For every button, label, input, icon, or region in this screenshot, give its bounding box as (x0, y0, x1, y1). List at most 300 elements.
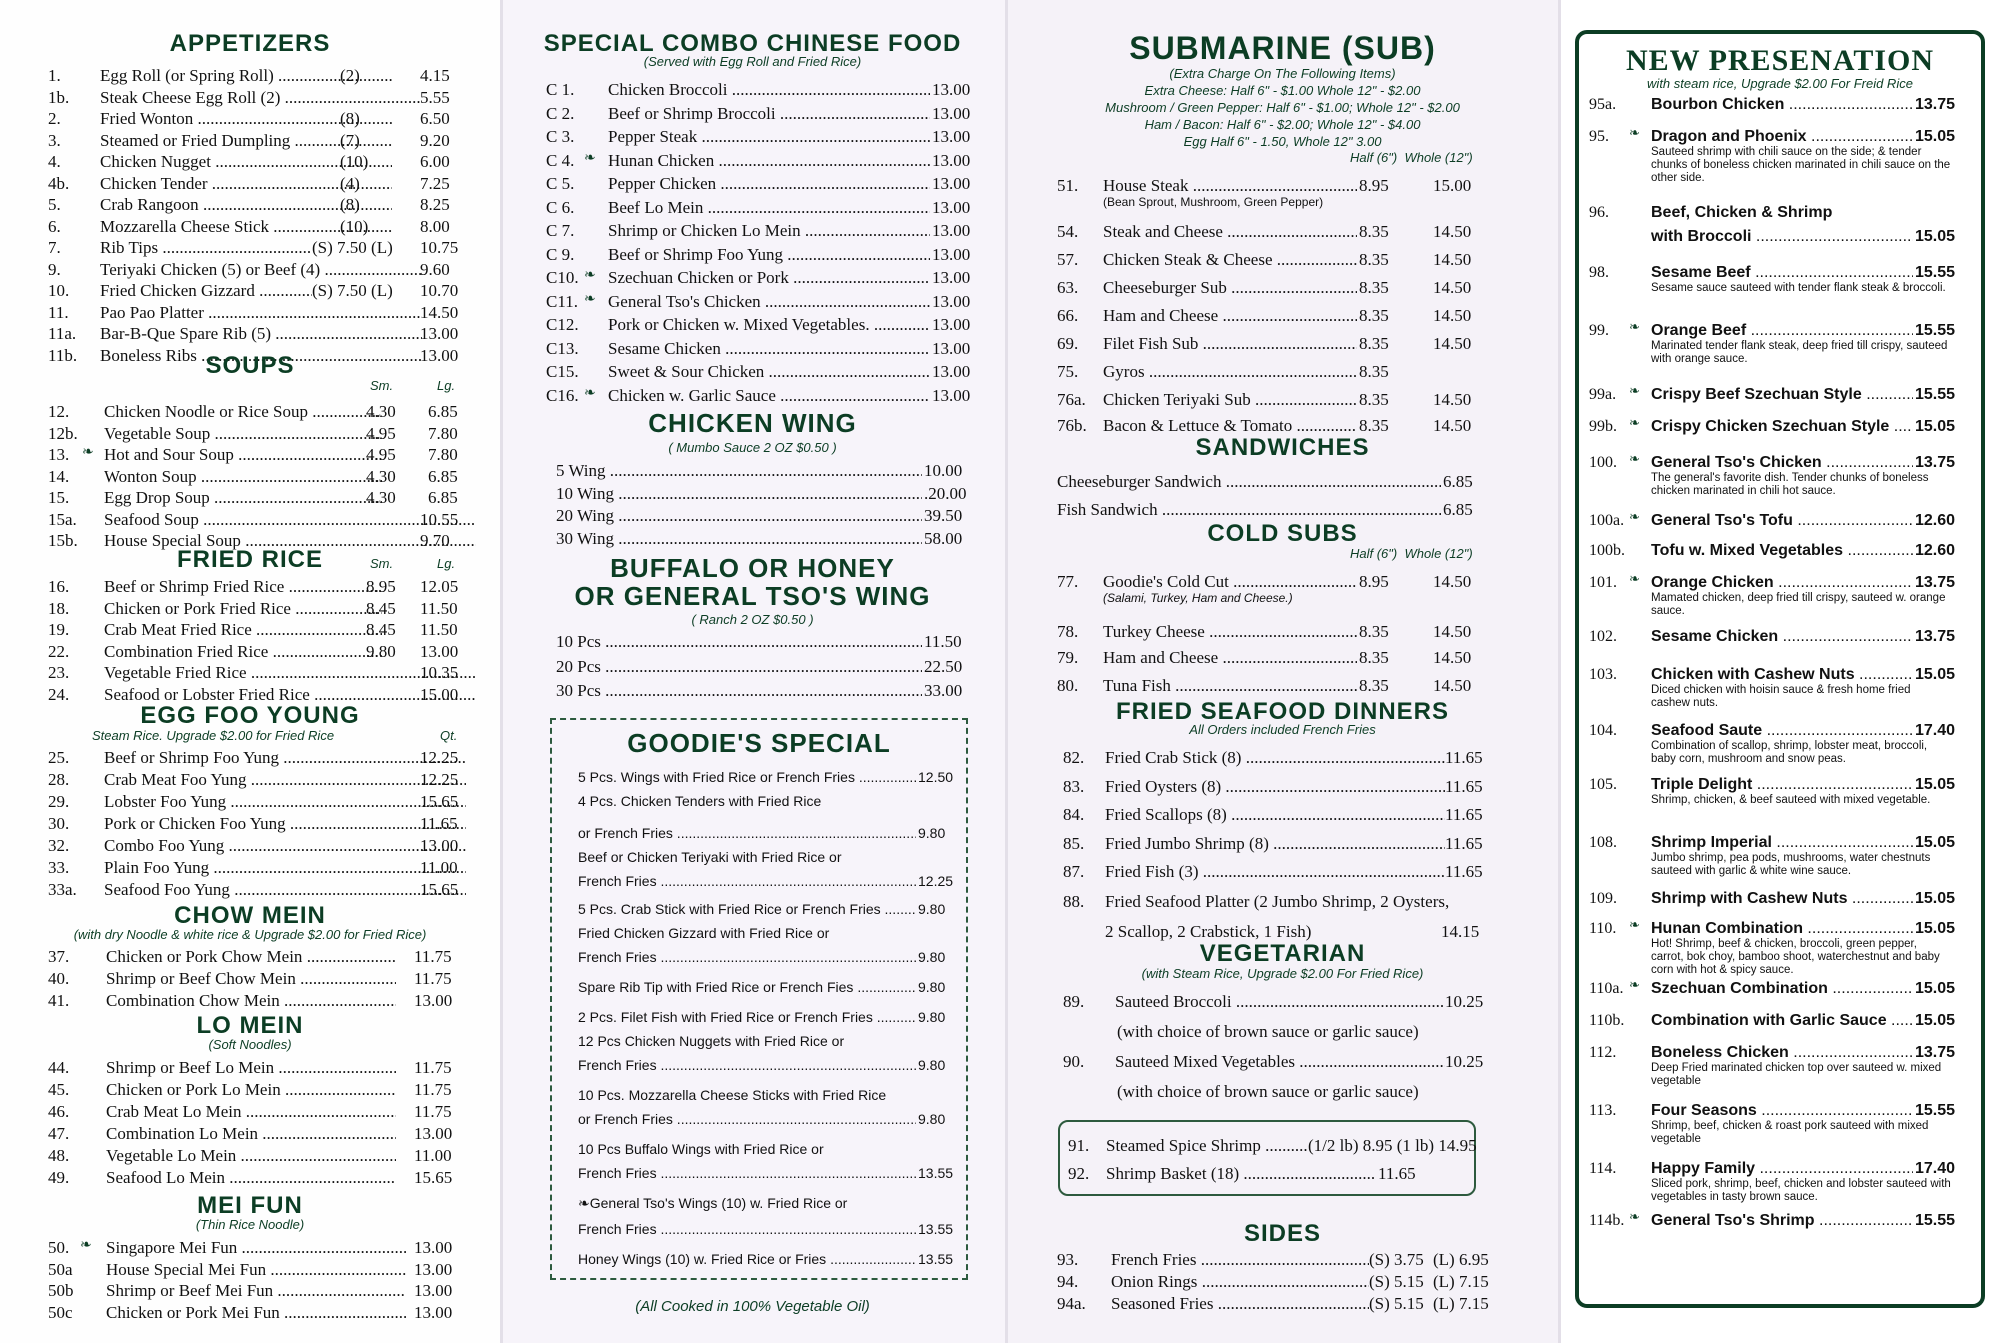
item-price: 12.25 (420, 748, 459, 767)
special-item-price: 13.55 (918, 1165, 954, 1181)
item-description: (with choice of brown sauce or garlic sauce) (1117, 1082, 1419, 1101)
col-header-small: Sm. (370, 378, 394, 393)
item-number: 23. (48, 663, 70, 682)
item-price: 15.55 (1915, 322, 1956, 339)
item-description: The general's favorite dish. Tender chunks of boneless chicken marinated in chili hot sauce. (1651, 472, 1929, 497)
item-number: C12. (546, 315, 579, 334)
item-number: 13. (48, 445, 70, 464)
item-price: 14.50 (1433, 416, 1472, 435)
item-price-small: 4.30 (366, 402, 396, 421)
item-price-small: (10) (340, 152, 369, 171)
item-name: Pepper Steak ..... (608, 127, 930, 147)
item-name: Egg Drop Soup ..... (104, 488, 382, 508)
item-number: 103. (1589, 666, 1617, 683)
item-description: Hot! Shrimp, beef & chicken, broccoli, green pepper, carrot, bok choy, bamboo shoot, waterchestnut and baby corn with hot & spicy sauce. (1651, 938, 1940, 976)
item-name: Fried Scallops (8) ..... (1105, 805, 1445, 825)
item-number: 92. (1068, 1164, 1090, 1183)
item-price: 15.00 (420, 684, 459, 704)
section-note: Mushroom / Green Pepper: Half 6" - $1.00; Whole 12" - $2.00 (1105, 100, 1460, 115)
section-title: SIDES (1243, 1220, 1322, 1247)
item-number: C10. (546, 268, 579, 287)
section-title: VEGETARIAN (1199, 940, 1366, 967)
item-name: Steamed Spice Shrimp ..... (1106, 1136, 1308, 1156)
item-name: Combination Fried Rice ..... (104, 642, 382, 662)
item-price-small: 4.30 (366, 466, 396, 486)
item-description: Mamated chicken, deep fried till crispy, sauteed w. orange sauce. (1651, 592, 1946, 617)
item-description: Sliced pork, shrimp, beef, chicken and lobster sauteed with vegetables in tasty brown sauce. (1651, 1178, 1951, 1203)
item-price: 11.00 (414, 1146, 452, 1165)
item-number: 51. (1057, 176, 1079, 195)
item-name: Crab Meat Fried Rice ..... (104, 620, 382, 640)
item-name: Bacon & Lettuce & Tomato ..... (1103, 416, 1357, 436)
item-price: (1/2 lb) 8.95 (1 lb) 14.95 (1308, 1136, 1477, 1155)
item-price: 6.85 (428, 466, 458, 486)
item-price: 13.00 (932, 103, 971, 123)
chili-pepper-icon: ❧ (1629, 509, 1640, 524)
section-title: OR GENERAL TSO'S WING (574, 581, 931, 611)
item-price: 14.50 (1433, 222, 1472, 241)
item-price: 12.05 (420, 577, 459, 596)
item-number: 79. (1057, 648, 1079, 667)
item-price-small: 8.35 (1359, 306, 1389, 325)
item-name: Vegetable Soup ..... (104, 424, 382, 444)
item-number: 10. (48, 281, 70, 300)
section-note: (with dry Noodle & white rice & Upgrade $2.00 for Fried Rice) (73, 927, 427, 942)
special-item-price: 9.80 (918, 1111, 946, 1127)
item-price-small: 4.30 (366, 488, 396, 507)
item-description: Sesame sauce sauteed with tender flank steak & broccoli. (1651, 282, 1946, 294)
item-name: Seasoned Fries ..... (1111, 1294, 1369, 1314)
item-price: 10.25 (1445, 1052, 1484, 1071)
section-note: (Thin Rice Noodle) (195, 1217, 305, 1232)
item-name: Turkey Cheese ..... (1103, 622, 1357, 642)
item-price: 13.75 (1915, 1044, 1956, 1061)
item-name: Szechuan Chicken or Pork ..... (608, 268, 930, 288)
item-name: 10 Pcs ..... (556, 632, 922, 652)
item-price-small: (2) (340, 66, 360, 85)
item-number: C 2. (546, 103, 575, 123)
special-item-price: 13.55 (918, 1221, 954, 1237)
item-number: 66. (1057, 306, 1079, 325)
item-price: 9.20 (420, 130, 450, 150)
item-price: 15.65 (420, 880, 459, 899)
item-number: 3. (48, 130, 61, 150)
item-price-small: 8.35 (1359, 390, 1389, 409)
item-price: 10.70 (420, 281, 459, 300)
item-price: (L) 7.15 (1433, 1272, 1489, 1291)
item-name: Triple Delight ..... (1651, 776, 1913, 794)
item-price: 11.65 (420, 814, 458, 833)
item-name: Fried Wonton ..... (100, 109, 392, 129)
item-price: 6.50 (420, 109, 450, 128)
item-price: 12.60 (1915, 542, 1956, 559)
item-price: 58.00 (924, 528, 963, 548)
item-name: Seafood Saute ..... (1651, 722, 1913, 740)
item-number: 63. (1057, 278, 1079, 297)
section-note: with steam rice, Upgrade $2.00 For Freid Rice (1647, 76, 1913, 91)
col-header: Half (6") Whole (12") (1350, 546, 1473, 561)
item-number: 2. (48, 109, 61, 128)
special-item-text: 2 Pcs. Filet Fish with Fried Rice or French Fries ..... (578, 1008, 916, 1026)
chili-pepper-icon: ❧ (1629, 977, 1640, 992)
item-name: Filet Fish Sub ..... (1103, 334, 1357, 354)
item-description: Sauteed shrimp with chili sauce on the side; & tender chunks of boneless chicken marinated in chili sauce on the other side. (1651, 146, 1951, 184)
item-price: 15.05 (1915, 128, 1956, 145)
chili-pepper-icon: ❧ (1629, 415, 1640, 430)
col-header-small: Sm. (370, 556, 394, 571)
item-name: Chicken Steak & Cheese ..... (1103, 250, 1357, 270)
item-name: House Special Soup ..... (104, 531, 476, 551)
item-name: Fish Sandwich ..... (1057, 500, 1441, 520)
item-name: Beef, Chicken & Shrimp (1651, 204, 1833, 221)
item-number: 50. (48, 1238, 70, 1257)
item-number: 94a. (1057, 1294, 1086, 1313)
item-name: Fried Crab Stick (8) ..... (1105, 748, 1445, 768)
item-price-small: 8.35 (1359, 648, 1389, 667)
item-number: 54. (1057, 222, 1079, 241)
item-number: 76b. (1057, 416, 1087, 435)
item-name: Vegetable Fried Rice ..... (104, 663, 476, 683)
col-header: Half (6") Whole (12") (1350, 150, 1473, 165)
item-price-small: 8.35 (1359, 222, 1389, 241)
item-price: 10.55 (420, 509, 459, 529)
special-item-price: 9.80 (918, 825, 946, 841)
item-number: 84. (1063, 805, 1085, 824)
item-name: Boneless Chicken ..... (1651, 1044, 1913, 1062)
item-number: 75. (1057, 362, 1079, 381)
goodies-special-box (550, 718, 968, 1280)
special-item-text: 5 Pcs. Wings with Fried Rice or French Fries ..... (578, 768, 916, 786)
item-number: C16. (546, 385, 579, 405)
item-name: Rib Tips ..... (100, 238, 312, 258)
item-price: 11.65 (1445, 748, 1483, 767)
item-price: 9.60 (420, 259, 450, 279)
item-price-small: (S) 3.75 (1369, 1250, 1424, 1269)
item-price: 14.15 (1441, 922, 1480, 941)
item-price: 15.05 (1915, 920, 1956, 937)
item-price: 11.75 (414, 1058, 452, 1077)
item-price: 17.40 (1915, 722, 1956, 739)
special-item-price: 9.80 (918, 979, 946, 995)
item-price: 15.05 (1915, 980, 1956, 997)
section-title: SUBMARINE (SUB) (1129, 30, 1436, 66)
item-number: 102. (1589, 628, 1617, 645)
item-price: 11.50 (420, 620, 458, 639)
item-name: Ham and Cheese ..... (1103, 306, 1357, 326)
special-item-text: 12 Pcs Chicken Nuggets with Fried Rice or (578, 1033, 845, 1049)
item-name: 20 Wing ..... (556, 506, 922, 526)
item-number: 94. (1057, 1272, 1079, 1291)
item-name: 30 Pcs ..... (556, 681, 922, 701)
item-price: 14.50 (1433, 622, 1472, 641)
special-item-text: or French Fries ..... (578, 1110, 916, 1128)
item-price: 8.25 (420, 195, 450, 214)
chili-pepper-icon: ❧ (1629, 383, 1640, 398)
item-price-small: 8.35 (1359, 622, 1389, 641)
chili-pepper-icon: ❧ (1629, 1209, 1640, 1224)
item-description: Marinated tender flank steak, deep fried till crispy, sauteed with orange sauce. (1651, 340, 1948, 365)
item-name: Pepper Chicken ..... (608, 174, 930, 194)
item-number: 83. (1063, 776, 1085, 796)
special-item-price: 12.50 (918, 769, 954, 785)
item-price: 15.55 (1915, 264, 1956, 281)
special-item-text: French Fries ..... (578, 948, 916, 966)
item-description: Shrimp, beef, chicken & roast pork sauteed with mixed vegetable (1651, 1120, 1929, 1145)
item-price-small: 8.35 (1359, 362, 1389, 381)
item-price: 11.00 (420, 858, 458, 877)
item-price: 15.55 (1915, 1212, 1956, 1229)
special-item-text: French Fries ..... (578, 1164, 916, 1182)
item-number: 15b. (48, 531, 78, 550)
item-number: C11. (546, 291, 578, 311)
item-name: Onion Rings ..... (1111, 1272, 1369, 1292)
item-price: 14.50 (1433, 334, 1472, 353)
section-note: Steam Rice. Upgrade $2.00 for Fried Rice (92, 728, 335, 743)
section-title: GOODIE'S SPECIAL (627, 728, 891, 758)
item-name: Combo Foo Yung ..... (104, 836, 466, 856)
item-number: C 7. (546, 221, 575, 240)
item-price: 13.00 (420, 324, 459, 343)
item-name: Seafood Lo Mein ..... (106, 1168, 396, 1188)
item-name: Combination with Garlic Sauce ..... (1651, 1012, 1913, 1030)
item-price: 11.65 (1445, 805, 1483, 824)
item-number: 113. (1589, 1102, 1617, 1119)
item-number: 46. (48, 1102, 70, 1121)
item-number: 89. (1063, 992, 1085, 1011)
item-name: Chicken or Pork Chow Mein ..... (106, 947, 396, 967)
item-number: C 1. (546, 80, 575, 99)
item-price-small: (8) (340, 195, 360, 214)
item-price: 15.65 (414, 1168, 453, 1187)
item-price: 14.50 (1433, 572, 1472, 591)
item-name: Crab Rangoon ..... (100, 195, 392, 215)
item-price: 15.05 (1915, 776, 1956, 793)
item-price: 15.05 (1915, 890, 1956, 907)
item-price: 11.75 (414, 969, 452, 988)
item-price-small: 9.80 (366, 641, 396, 661)
section-title: EGG FOO YOUNG (140, 702, 360, 729)
item-number: 76a. (1057, 390, 1086, 409)
item-number: 45. (48, 1080, 70, 1099)
item-price: 13.00 (420, 345, 459, 365)
item-number: 41. (48, 991, 70, 1010)
item-name: Chicken w. Garlic Sauce ..... (608, 386, 930, 406)
item-price-small: 8.95 (366, 577, 396, 596)
item-name: Steak Cheese Egg Roll (2) ..... (100, 88, 422, 108)
item-number: 15. (48, 488, 70, 507)
item-name: Beef or Shrimp Foo Yung ..... (104, 748, 466, 768)
item-price: 11.65 (1445, 776, 1483, 796)
item-number: 30. (48, 814, 70, 833)
item-price: 7.25 (420, 173, 450, 193)
item-number: 9. (48, 259, 61, 279)
item-name: Fried Chicken Gizzard ..... (100, 281, 312, 301)
item-number: 47. (48, 1124, 70, 1143)
item-name: Sweet & Sour Chicken ..... (608, 362, 930, 382)
item-description: (with choice of brown sauce or garlic sauce) (1117, 1022, 1419, 1041)
section-note: ( Ranch 2 OZ $0.50 ) (691, 612, 814, 627)
item-name: Sesame Beef ..... (1651, 264, 1913, 282)
item-price: 14.50 (1433, 648, 1472, 667)
item-price-small: 8.35 (1359, 676, 1389, 695)
item-description: Diced chicken with hoisin sauce & fresh home fried cashew nuts. (1651, 684, 1911, 709)
item-price: 13.75 (1915, 628, 1956, 645)
item-price: 13.00 (420, 641, 459, 661)
item-name: 30 Wing ..... (556, 529, 922, 549)
item-name: Four Seasons ..... (1651, 1102, 1913, 1120)
item-name: Dragon and Phoenix ..... (1651, 128, 1913, 146)
section-title: SPECIAL COMBO CHINESE FOOD (543, 30, 962, 57)
item-description: Deep Fried marinated chicken top over sauteed w. mixed vegetable (1651, 1062, 1942, 1087)
item-price-small: 8.45 (366, 620, 396, 639)
item-price: 10.00 (924, 461, 963, 480)
item-name: General Tso's Chicken ..... (608, 292, 930, 312)
item-name: Fried Seafood Platter (2 Jumbo Shrimp, 2 Oysters, (1105, 892, 1450, 911)
item-price: 4.15 (420, 66, 450, 85)
item-name: Shrimp or Chicken Lo Mein ..... (608, 221, 930, 241)
special-item-text: French Fries ..... (578, 1220, 916, 1238)
item-price: 13.00 (932, 197, 971, 217)
item-number: C 9. (546, 244, 575, 264)
item-number: 109. (1589, 890, 1617, 907)
item-number: 87. (1063, 862, 1085, 881)
item-price: 10.25 (1445, 992, 1484, 1011)
item-number: 98. (1589, 264, 1609, 281)
item-number: 110a. (1589, 980, 1624, 997)
item-price: 13.00 (414, 1238, 453, 1257)
item-price: 13.75 (1915, 574, 1956, 591)
item-number: 110. (1589, 920, 1617, 937)
item-name: Chicken or Pork Fried Rice ..... (104, 599, 382, 619)
item-number: 6. (48, 216, 61, 236)
item-name: Chicken or Pork Lo Mein ..... (106, 1080, 396, 1100)
item-number: 18. (48, 598, 70, 618)
special-item-text: 10 Pcs Buffalo Wings with Fried Rice or (578, 1141, 824, 1157)
item-number: 90. (1063, 1052, 1085, 1071)
item-name: Hot and Sour Soup ..... (104, 445, 382, 465)
item-price: 5.55 (420, 87, 450, 107)
item-name: Pork or Chicken Foo Yung ..... (104, 814, 466, 834)
special-item-text: French Fries ..... (578, 1056, 916, 1074)
item-number: 7. (48, 238, 61, 257)
item-name: Cheeseburger Sub ..... (1103, 278, 1357, 298)
chili-pepper-icon: ❧ (1629, 917, 1640, 932)
section-note: (Soft Noodles) (208, 1037, 292, 1052)
item-price-small: 8.35 (1359, 278, 1389, 297)
item-name: Combination Lo Mein ..... (106, 1124, 396, 1144)
item-price-small: (4) (340, 173, 360, 193)
item-number: 99. (1589, 322, 1609, 339)
item-price-small: (S) 5.15 (1369, 1294, 1424, 1313)
item-name: Crispy Beef Szechuan Style ..... (1651, 386, 1913, 404)
item-number: 28. (48, 770, 70, 789)
item-name: Pork or Chicken w. Mixed Vegetables. ..... (608, 315, 930, 335)
chili-pepper-icon: ❧ (82, 445, 94, 460)
item-name: Crab Meat Lo Mein ..... (106, 1102, 396, 1122)
item-price: 7.80 (428, 445, 458, 464)
item-number: 114. (1589, 1160, 1617, 1177)
fold-line (1558, 0, 1561, 1343)
item-price: 10.35 (420, 663, 459, 682)
item-number: 11a. (48, 324, 77, 343)
item-name: French Fries ..... (1111, 1250, 1369, 1270)
item-name: Hunan Combination ..... (1651, 920, 1913, 938)
item-price: 13.00 (414, 1302, 453, 1322)
item-price: 11.50 (924, 632, 962, 651)
special-item-text: French Fries ..... (578, 872, 916, 890)
chili-pepper-icon: ❧ (1629, 125, 1640, 140)
item-number: 50c (48, 1302, 73, 1322)
item-name: Shrimp Imperial ..... (1651, 834, 1913, 852)
section-note: ( Mumbo Sauce 2 OZ $0.50 ) (668, 440, 837, 455)
item-price: 22.50 (924, 656, 963, 676)
section-title: FRIED SEAFOOD DINNERS (1115, 698, 1450, 725)
item-price: 6.85 (428, 488, 458, 507)
item-number: C 6. (546, 197, 575, 217)
item-name: Chicken or Pork Mei Fun ..... (106, 1303, 406, 1323)
item-price: 11.75 (414, 1102, 452, 1121)
item-name: Singapore Mei Fun ..... (106, 1238, 406, 1258)
item-number: 4b. (48, 173, 70, 193)
item-price: 7.80 (428, 423, 458, 443)
item-price: 11.75 (414, 947, 452, 966)
shrimp-box (1058, 1120, 1476, 1196)
item-name: Chicken Noodle or Rice Soup ..... (104, 402, 382, 422)
item-number: 110b. (1589, 1012, 1625, 1029)
item-number: C 5. (546, 174, 575, 193)
item-name: House Special Mei Fun ..... (106, 1260, 406, 1280)
item-number: 29. (48, 792, 70, 811)
item-price-small: (8) (340, 109, 360, 128)
item-name: Goodie's Cold Cut ..... (1103, 572, 1357, 592)
item-name: Lobster Foo Yung ..... (104, 792, 466, 812)
item-number: 1b. (48, 87, 70, 107)
special-item-text: Spare Rib Tip with Fried Rice or French Fies ..... (578, 978, 916, 996)
item-name: Orange Chicken ..... (1651, 574, 1913, 592)
item-number: 78. (1057, 622, 1079, 641)
item-number: 4. (48, 152, 61, 171)
item-price: 13.00 (932, 174, 971, 193)
item-number: 11. (48, 302, 69, 322)
special-item-text: Beef or Chicken Teriyaki with Fried Rice or (578, 849, 842, 865)
section-title: LO MEIN (196, 1012, 304, 1039)
section-title: SOUPS (205, 352, 295, 379)
item-price-small: (S) 5.15 (1369, 1272, 1424, 1291)
item-name: Sesame Chicken ..... (608, 339, 930, 359)
special-item-text: 10 Pcs. Mozzarella Cheese Sticks with Fried Rice (578, 1087, 887, 1103)
item-number: 99b. (1589, 418, 1617, 435)
item-price: 15.05 (1915, 228, 1956, 245)
section-note: (with Steam Rice, Upgrade $2.00 For Fried Rice) (1141, 966, 1424, 981)
item-price: 13.75 (1915, 96, 1956, 113)
item-name: Ham and Cheese ..... (1103, 648, 1357, 668)
item-name: Hunan Chicken ..... (608, 151, 930, 171)
item-price: 15.55 (1915, 1102, 1956, 1119)
item-name: General Tso's Chicken ..... (1651, 454, 1913, 472)
item-price: 8.00 (420, 216, 450, 236)
item-description: Jumbo shrimp, pea pods, mushrooms, water chestnuts sauteed with garlic & white wine sauce. (1651, 852, 1931, 877)
item-name: Sesame Chicken ..... (1651, 628, 1913, 646)
item-price: 13.00 (932, 268, 971, 287)
item-price-small: (7) (340, 130, 360, 150)
item-name: Boneless Ribs ..... (100, 346, 422, 366)
item-price: 11.65 (1445, 862, 1483, 881)
chili-pepper-icon: ❧ (584, 385, 596, 401)
item-price: 13.00 (932, 385, 971, 405)
chili-pepper-icon: ❧ (1629, 319, 1640, 334)
item-number: 14. (48, 466, 70, 486)
item-name: Chicken Teriyaki Sub ..... (1103, 390, 1357, 410)
